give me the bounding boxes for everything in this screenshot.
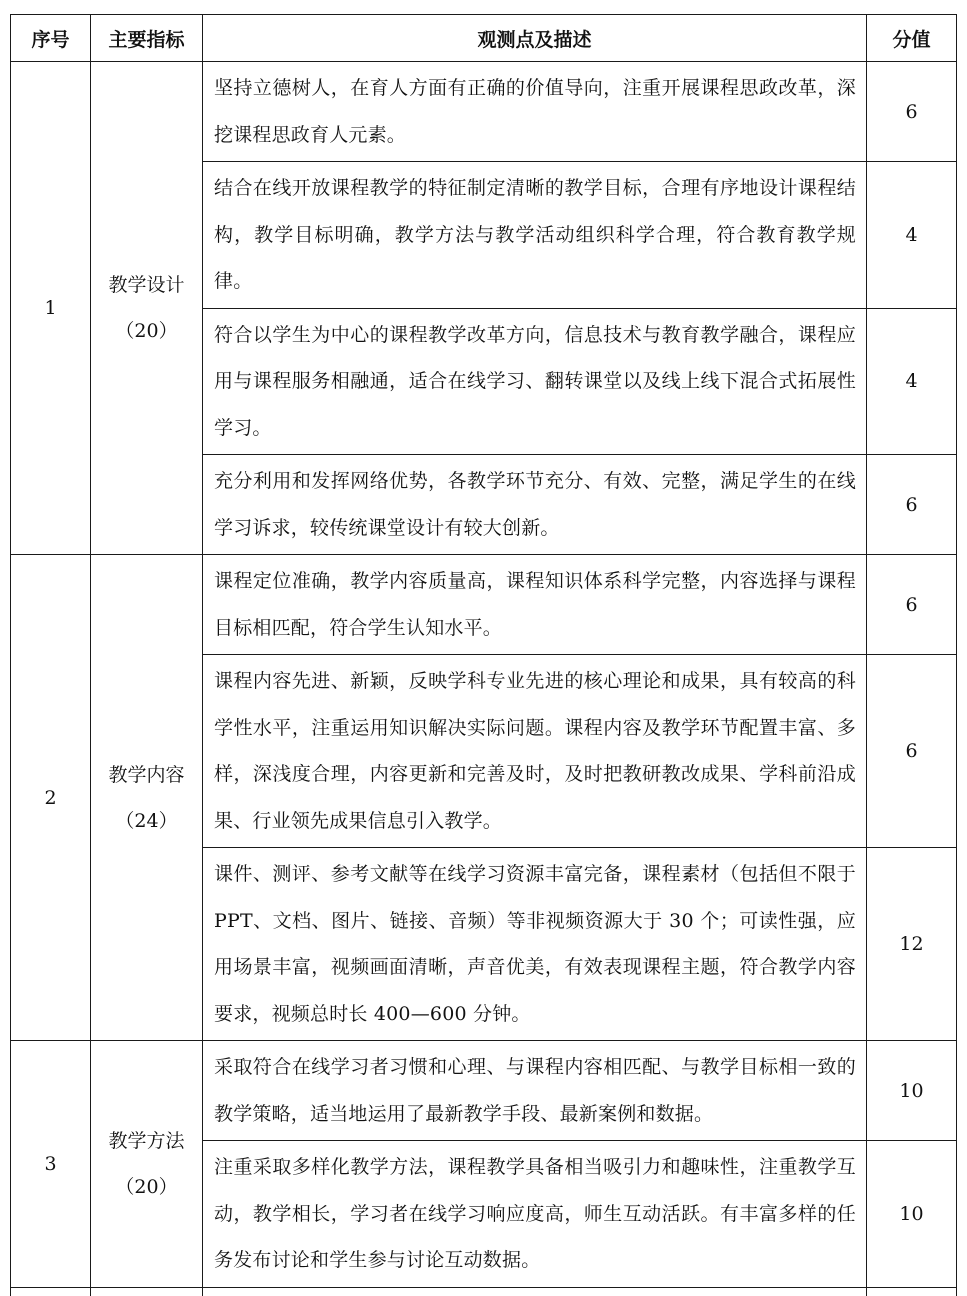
empty-cell bbox=[203, 1287, 867, 1296]
indicator-cell bbox=[91, 62, 203, 555]
empty-cell bbox=[11, 1287, 91, 1296]
empty-cell bbox=[867, 1287, 957, 1296]
header-row bbox=[11, 15, 957, 62]
empty-cell bbox=[91, 1287, 203, 1296]
table-row bbox=[11, 555, 957, 655]
description-cell: 课程内容先进、新颖，反映学科专业先进的核心理论和成果，具有较高的科学性水平，注重运用知识解决实际问题。课程内容及教学环节配置丰富、多样，深浅度合理，内容更新和完善及时，及时把教研教改成果、学科前沿成果、行业领先成果信息引入教学。 bbox=[203, 655, 867, 848]
indicator-cell bbox=[91, 555, 203, 1041]
header-description: 观测点及描述 bbox=[203, 15, 867, 62]
description-cell: 课程定位准确，教学内容质量高，课程知识体系科学完整，内容选择与课程目标相匹配，符合学生认知水平。 bbox=[203, 555, 867, 655]
row-seq: 3 bbox=[11, 1041, 91, 1288]
score-cell: 4 bbox=[867, 308, 957, 455]
description-cell: 注重采取多样化教学方法，课程教学具备相当吸引力和趣味性，注重教学互动，教学相长，学习者在线学习响应度高，师生互动活跃。有丰富多样的任务发布讨论和学生参与讨论互动数据。 bbox=[203, 1141, 867, 1288]
indicator-points: （24） bbox=[115, 809, 178, 832]
description-cell: 结合在线开放课程教学的特征制定清晰的教学目标，合理有序地设计课程结构，教学目标明确，教学方法与教学活动组织科学合理，符合教育教学规律。 bbox=[203, 162, 867, 309]
score-cell: 10 bbox=[867, 1141, 957, 1288]
score-cell: 4 bbox=[867, 162, 957, 309]
header-score: 分值 bbox=[867, 15, 957, 62]
description-cell: 符合以学生为中心的课程教学改革方向，信息技术与教育教学融合，课程应用与课程服务相融通，适合在线学习、翻转课堂以及线上线下混合式拓展性学习。 bbox=[203, 308, 867, 455]
evaluation-table bbox=[10, 14, 957, 1296]
indicator-name: 教学设计 bbox=[108, 274, 185, 296]
indicator-points: （20） bbox=[115, 1175, 178, 1198]
description-cell: 课件、测评、参考文献等在线学习资源丰富完备，课程素材（包括但不限于 PPT、文档、图片、链接、音频）等非视频资源大于 30 个；可读性强，应用场景丰富，视频画面清晰，声音优美，有效表现课程主题，符合教学内容要求，视频总时长 400—600 分钟。 bbox=[203, 848, 867, 1041]
indicator-name: 教学方法 bbox=[108, 1129, 185, 1152]
description-cell: 坚持立德树人，在育人方面有正确的价值导向，注重开展课程思政改革，深挖课程思政育人元素。 bbox=[203, 62, 867, 162]
table-row bbox=[11, 1041, 957, 1141]
row-seq: 1 bbox=[11, 62, 91, 555]
header-seq: 序号 bbox=[11, 15, 91, 62]
description-cell: 充分利用和发挥网络优势，各教学环节充分、有效、完整，满足学生的在线学习诉求，较传统课堂设计有较大创新。 bbox=[203, 455, 867, 555]
table-row bbox=[11, 62, 957, 162]
indicator-name: 教学内容 bbox=[108, 763, 185, 786]
indicator-points: （20） bbox=[115, 320, 178, 342]
table-row-continuation bbox=[11, 1287, 957, 1296]
description-cell: 采取符合在线学习者习惯和心理、与课程内容相匹配、与教学目标相一致的教学策略，适当地运用了最新教学手段、最新案例和数据。 bbox=[203, 1041, 867, 1141]
score-cell: 10 bbox=[867, 1041, 957, 1141]
header-indicator: 主要指标 bbox=[91, 15, 203, 62]
score-cell: 12 bbox=[867, 848, 957, 1041]
score-cell: 6 bbox=[867, 555, 957, 655]
score-cell: 6 bbox=[867, 62, 957, 162]
score-cell: 6 bbox=[867, 655, 957, 848]
score-cell: 6 bbox=[867, 455, 957, 555]
indicator-cell bbox=[91, 1041, 203, 1288]
row-seq: 2 bbox=[11, 555, 91, 1041]
